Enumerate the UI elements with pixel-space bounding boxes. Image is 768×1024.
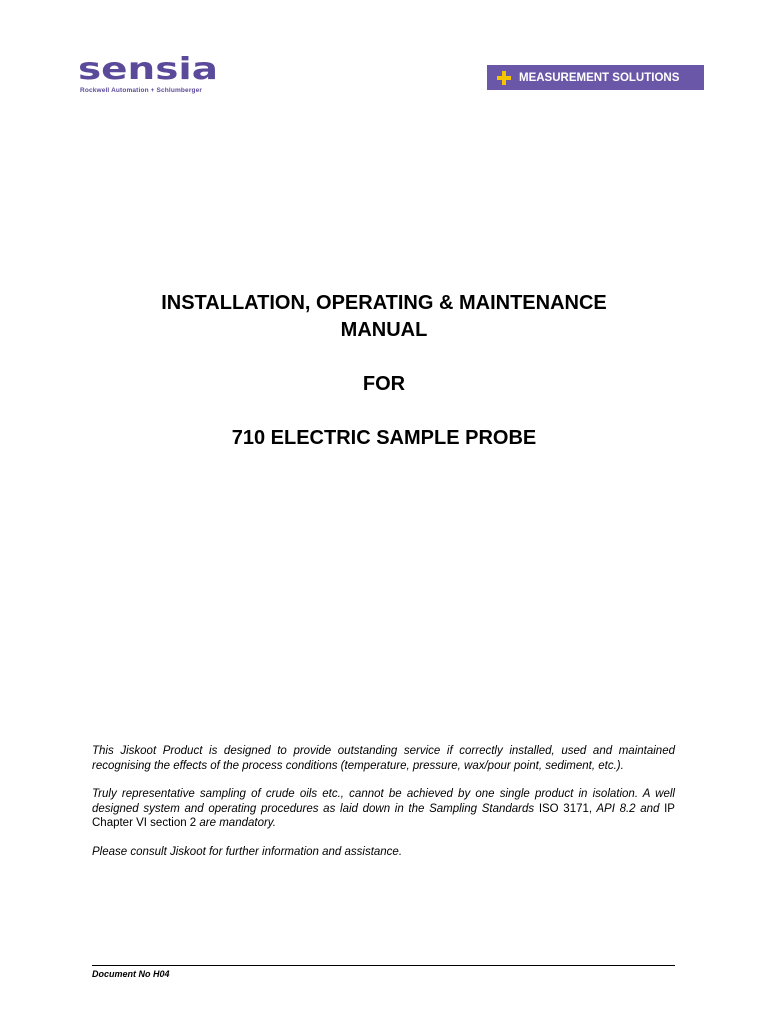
sensia-logo-text: sensia: [78, 54, 218, 86]
document-number: Document No H04: [92, 969, 170, 979]
paragraph-3: Please consult Jiskoot for further information and assistance.: [92, 845, 403, 858]
product-name: 710 ELECTRIC SAMPLE PROBE: [231, 427, 537, 449]
title-line-2: MANUAL: [340, 319, 428, 341]
iso-standard: ISO 3171,: [538, 802, 593, 815]
logo-tagline: Rockwell Automation + Schlumberger: [80, 87, 203, 94]
paragraph-2: [92, 787, 675, 831]
measurement-solutions-badge: [487, 65, 704, 90]
plus-icon: [497, 71, 511, 85]
sensia-logo: [78, 54, 220, 98]
disclaimer-text: [92, 744, 675, 873]
title-line-1: INSTALLATION, OPERATING & MAINTENANCE: [161, 292, 607, 314]
document-title: [84, 290, 684, 452]
paragraph-2-part-e: are mandatory.: [196, 817, 276, 829]
paragraph-2-part-a: Truly representative sampling of crude oils etc., cannot be achieved by one single product in isolation. A well designed system and operating procedures as laid down in the Sampling Standards: [92, 788, 675, 815]
paragraph-2-part-c: API 8.2 and: [592, 802, 665, 815]
paragraph-1: This Jiskoot Product is designed to provide outstanding service if correctly installed, used and maintained recognising the effects of the process conditions (temperature, pressure, wax/pour point, sediment, etc.).: [92, 745, 675, 772]
ip-standard: IP Chapter VI section 2: [92, 802, 675, 829]
title-for: FOR: [362, 373, 406, 395]
footer-divider: [92, 965, 675, 966]
sensia-wordmark: [78, 54, 220, 86]
badge-label: MEASUREMENT SOLUTIONS: [519, 71, 680, 84]
